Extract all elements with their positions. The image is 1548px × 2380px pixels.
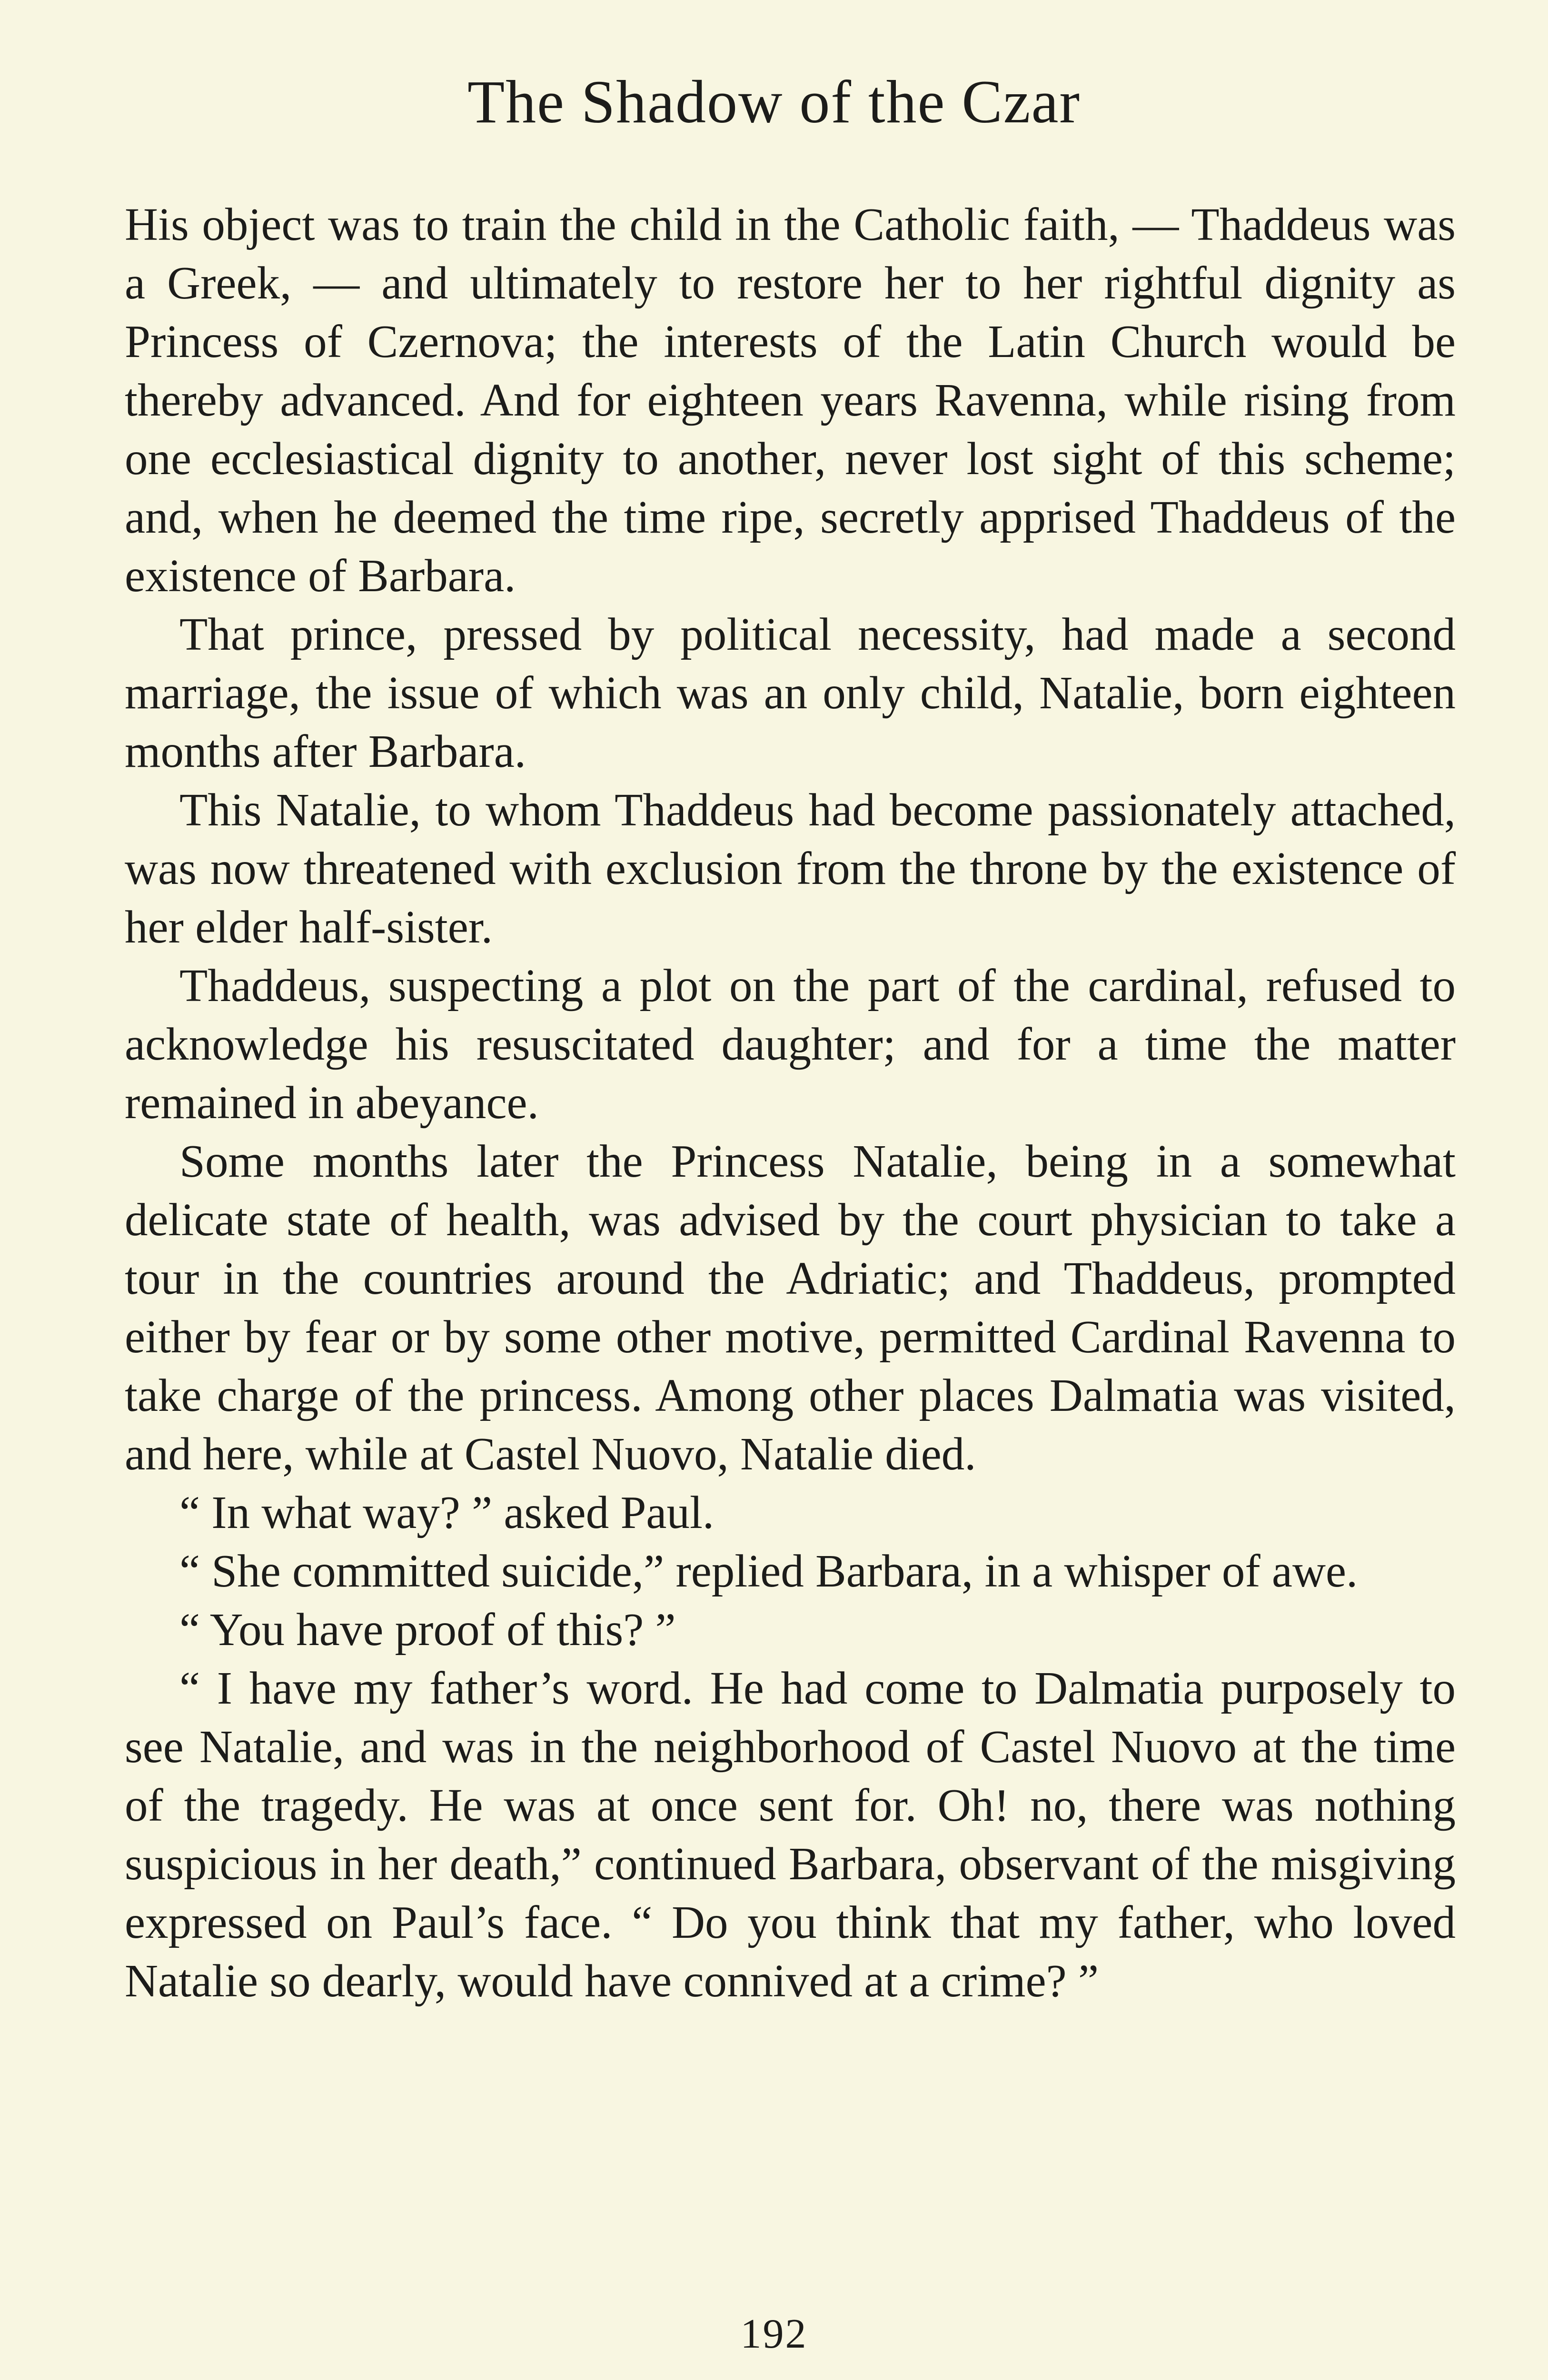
paragraph: “ I have my father’s word. He had come to Dalmatia purposely to see Natalie, and was in the neighborhood of Castel Nuovo at the time of the tragedy. He was at once sent for. Oh! no, there was nothing suspicious in her death,” continued Barbara, observant of the misgiving expressed on Paul’s face. “ Do you think that my father, who loved Natalie so dearly, would have connived at a crime? ” — [125, 1663, 1456, 2006]
paragraph: His object was to train the child in the Catholic faith, — Thaddeus was a Greek, — and ultimately to restore her to her rightful dignity as Princess of Czernova; the interests of the Latin Church would be thereby advanced. And for eighteen years Ravenna, while rising from one ecclesiastical dignity to another, never lost sight of this scheme; and, when he deemed the time ripe, secretly apprised Thaddeus of the existence of Barbara. — [125, 199, 1456, 601]
paragraph: This Natalie, to whom Thaddeus had become passionately attached, was now threatened with exclusion from the throne by the existence of her elder half-sister. — [125, 784, 1456, 952]
page-number: 192 — [740, 2311, 808, 2357]
paragraph: “ In what way? ” asked Paul. — [179, 1487, 714, 1538]
running-head: The Shadow of the Czar — [467, 68, 1081, 136]
paragraph: “ She committed suicide,” replied Barbara, in a whisper of awe. — [179, 1546, 1358, 1597]
paragraph: Thaddeus, suspecting a plot on the part of the cardinal, refused to acknowledge his resuscitated daughter; and for a time the matter remained in abeyance. — [125, 960, 1456, 1128]
paragraph: “ You have proof of this? ” — [179, 1604, 676, 1655]
body-text — [125, 195, 1456, 2010]
paragraph: That prince, pressed by political necessity, had made a second marriage, the issue of which was an only child, Natalie, born eighteen months after Barbara. — [125, 609, 1456, 777]
paragraph: Some months later the Princess Natalie, being in a somewhat delicate state of health, was advised by the court physician to take a tour in the countries around the Adriatic; and Thaddeus, prompted either by fear or by some other motive, permitted Cardinal Ravenna to take charge of the princess. Among other places Dalmatia was visited, and here, while at Castel Nuovo, Natalie died. — [125, 1136, 1456, 1479]
